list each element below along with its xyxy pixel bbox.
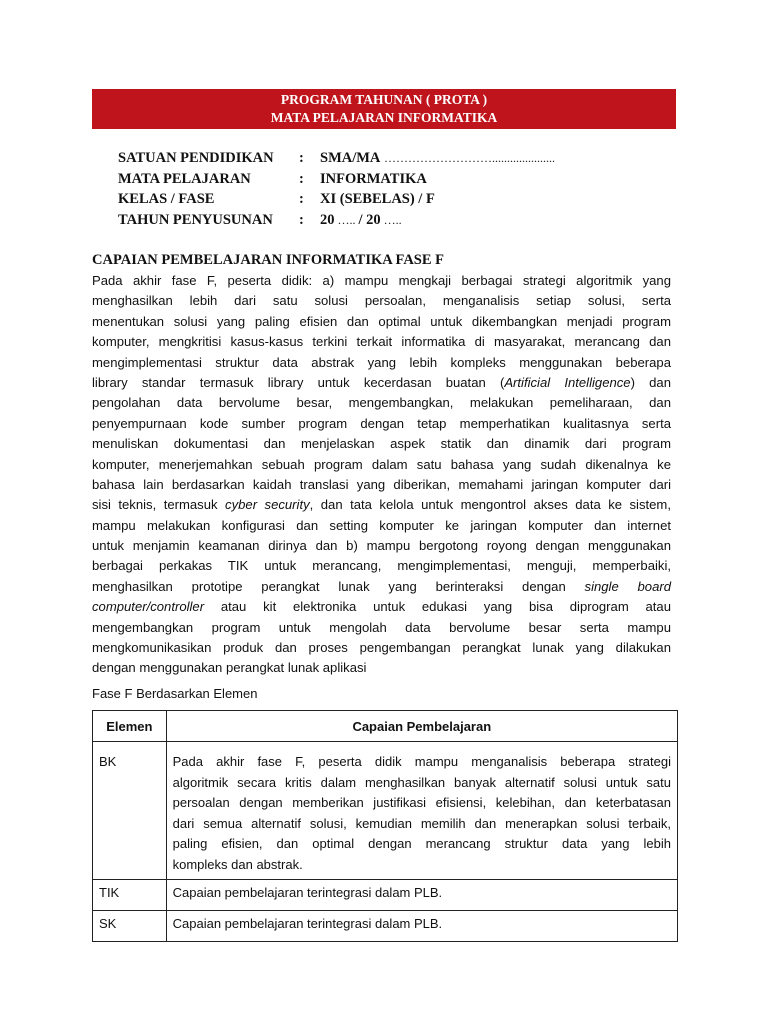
cell-line: kompleks dan abstrak.: [172, 856, 303, 872]
column-header-elemen: Elemen: [93, 711, 167, 742]
paragraph-line: untuk menjamin keamanan dirinya dan b) mampu bergotong royong dengan menggunakan: [92, 538, 671, 554]
paragraph-line: [92, 597, 671, 617]
identity-label: SATUAN PENDIDIKAN: [118, 150, 274, 166]
identity-value-text: SMA/MA: [320, 150, 381, 166]
paragraph-line: mengimplementasi struktur data abstrak yang lebih kompleks menggunakan beberapa: [92, 354, 671, 370]
elemen-cell: BK: [93, 742, 167, 880]
cell-line: persoalan dengan memberikan justifikasi efisiensi, kelebihan, dan keterbatasan: [172, 795, 671, 811]
identity-separator: :: [299, 170, 304, 187]
year-slash: /: [358, 211, 367, 228]
identity-label: KELAS / FASE: [118, 191, 215, 207]
paragraph-line: penyempurnaan kode sumber program dengan tetap memperhatikan kualitasnya serta: [92, 415, 671, 431]
line-segment: menghasilkan prototipe perangkat lunak yang berinteraksi dengan: [92, 578, 585, 594]
paragraph-line: menghasilkan lebih dari satu solusi persoalan, menganalisis setiap solusi, serta: [92, 293, 671, 309]
identity-row-kelas: [118, 191, 638, 212]
paragraph-line: [92, 495, 671, 515]
identity-fill-dots: …..: [380, 212, 402, 227]
paragraph-line: [92, 577, 671, 597]
italic-term: single board: [584, 578, 671, 594]
paragraph-line: mampu melakukan konfigurasi dan setting komputer ke jaringan komputer dan internet: [92, 517, 671, 533]
identity-value: [320, 212, 402, 229]
paragraph-line: mengkomunikasikan produk dan proses pengembangan perangkat lunak yang dilakukan: [92, 640, 671, 656]
identity-value: [320, 171, 427, 188]
paragraph-line: menentukan solusi yang paling efisien dan optimal untuk dikembangkan menjadi program: [92, 313, 671, 329]
table-header-row: [93, 711, 678, 742]
paragraph-line: berbagai perkakas TIK untuk merancang, mengimplementasi, menguji, memperbaiki,: [92, 558, 671, 574]
cell-line: dari semua alternatif solusi, kemudian memilih dan menerapkan solusi terbaik,: [172, 815, 671, 831]
title-banner: [92, 89, 676, 129]
identity-row-satuan: [118, 150, 638, 171]
identity-value-text: INFORMATIKA: [320, 170, 427, 187]
italic-term: Artificial Intelligence: [504, 374, 631, 390]
identity-fill-dots: ……………………….....................: [384, 151, 556, 165]
line-segment: sisi teknis, termasuk: [92, 497, 226, 513]
cell-line: Pada akhir fase F, peserta didik mampu menganalisis beberapa strategi: [172, 754, 671, 769]
identity-fill-dots: …..: [334, 212, 359, 227]
capaian-cell: [166, 742, 677, 880]
identity-value-text: XI (SEBELAS) / F: [320, 191, 435, 207]
cp-paragraph: [92, 271, 671, 679]
banner-title-line2: MATA PELAJARAN INFORMATIKA: [270, 110, 498, 125]
elemen-subheading: Fase F Berdasarkan Elemen: [92, 686, 258, 701]
identity-label: TAHUN PENYUSUNAN: [118, 211, 273, 228]
elemen-table: [92, 710, 678, 942]
table-row: [93, 742, 678, 880]
identity-row-mapel: [118, 171, 638, 192]
line-segment: atau kit elektronika untuk edukasi yang bisa diprogram atau: [204, 599, 671, 615]
line-segment: library standar termasuk library untuk kecerdasan buatan (: [92, 374, 505, 390]
capaian-cell: Capaian pembelajaran terintegrasi dalam PLB.: [166, 879, 677, 910]
identity-separator: :: [299, 191, 304, 207]
identity-value: [320, 191, 435, 208]
year-start: 20: [320, 211, 335, 228]
capaian-cell: Capaian pembelajaran terintegrasi dalam PLB.: [166, 910, 677, 941]
line-segment: ) dan: [630, 374, 671, 390]
italic-term: computer/controller: [92, 599, 205, 615]
paragraph-line: komputer, menerjemahkan sebuah program dalam satu bahasa yang sudah dikenalnya ke: [92, 456, 671, 472]
paragraph-line: menuliskan dokumentasi dan menjelaskan aspek statik dan dinamik dari program: [92, 436, 671, 452]
paragraph-line: [92, 373, 671, 393]
paragraph-line: bahasa lain berdasarkan kaidah translasi yang diberikan, memahami jaringan komputer dari: [92, 476, 671, 492]
line-segment: , dan tata kelola untuk mengontrol akses data ke sistem,: [309, 497, 671, 513]
table-row: [93, 879, 678, 910]
banner-title-line1: PROGRAM TAHUNAN ( PROTA ): [280, 92, 488, 107]
elemen-cell: SK: [93, 910, 167, 941]
identity-value: [320, 150, 555, 167]
paragraph-line: mengembangkan program untuk mengolah data bervolume besar serta mampu: [92, 619, 671, 635]
identity-separator: :: [299, 211, 304, 228]
identity-separator: :: [299, 150, 304, 166]
identity-label: MATA PELAJARAN: [118, 170, 251, 187]
paragraph-line: Pada akhir fase F, peserta didik: a) mampu mengkaji berbagai strategi algoritmik yang: [92, 273, 671, 288]
identity-row-tahun: [118, 212, 638, 233]
elemen-cell: TIK: [93, 879, 167, 910]
cp-heading: CAPAIAN PEMBELAJARAN INFORMATIKA FASE F: [92, 252, 445, 268]
cell-line: paling efisien, dan optimal dengan merancang struktur data yang lebih: [172, 836, 671, 852]
paragraph-line: dengan menggunakan perangkat lunak aplikasi: [92, 660, 367, 676]
identity-block: [118, 150, 638, 232]
paragraph-line: pengolahan data bervolume besar, mengembangkan, melakukan pemeliharaan, dan: [92, 395, 671, 411]
table-row: [93, 910, 678, 941]
cell-line: algoritmik secara kritis dalam menghasilkan banyak alternatif solusi untuk satu: [172, 774, 671, 790]
year-end: 20: [366, 211, 381, 228]
italic-term: cyber security: [225, 497, 310, 513]
column-header-capaian: Capaian Pembelajaran: [166, 711, 677, 742]
paragraph-line: komputer, mengkritisi kasus-kasus terkini terkait informatika di masyarakat, merancang dan: [92, 334, 671, 350]
